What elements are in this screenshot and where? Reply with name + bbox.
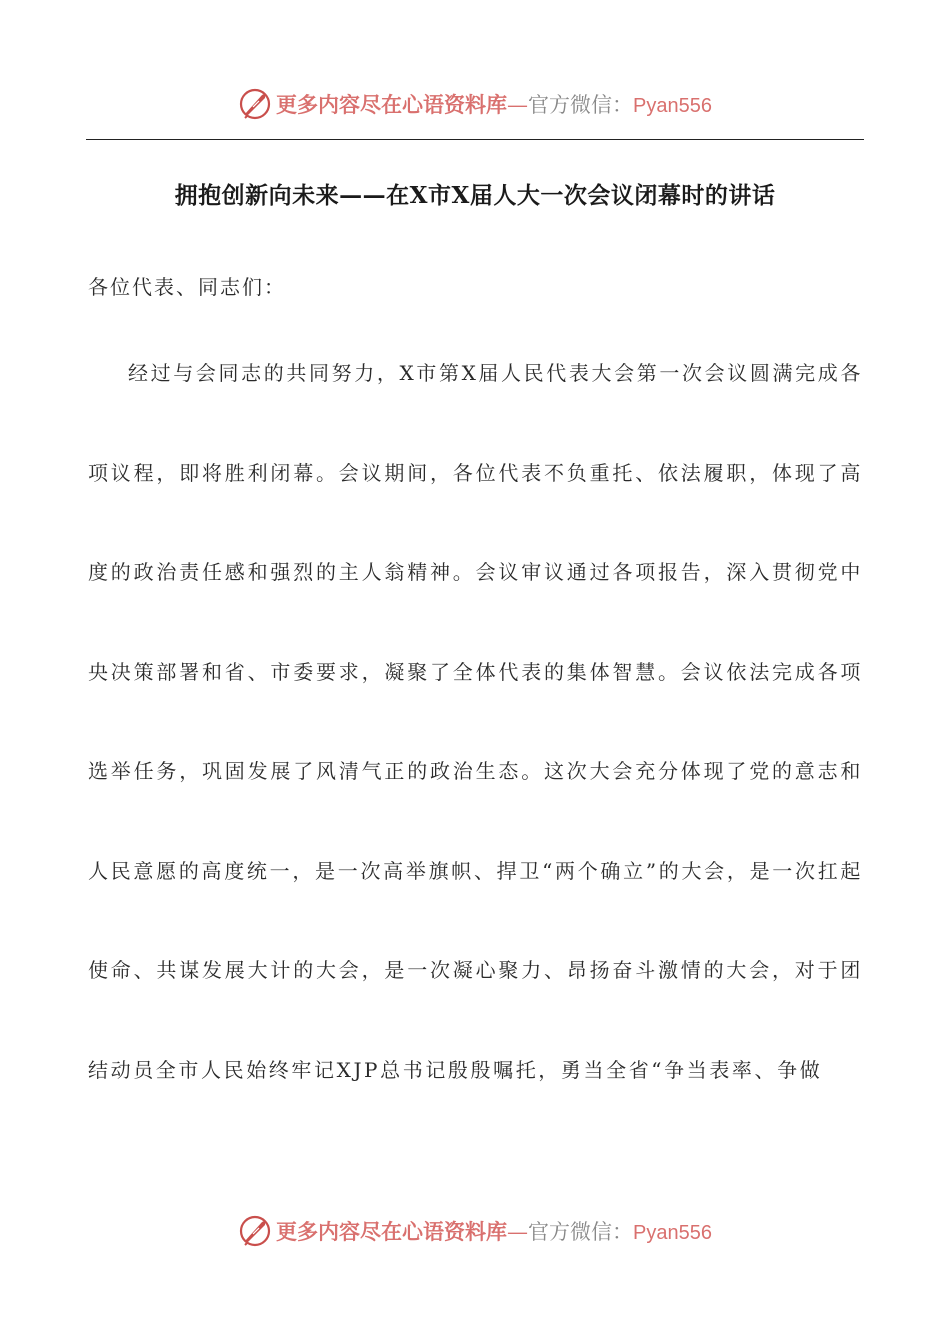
header-divider — [86, 139, 864, 140]
brand-name: 更多内容尽在心语资料库 — [276, 92, 508, 117]
brand-wechat-id: Pyan556 — [633, 95, 712, 117]
brand-name: 更多内容尽在心语资料库 — [276, 1219, 508, 1244]
salutation: 各位代表、同志们： — [88, 275, 286, 299]
brand-dash: — — [507, 1220, 529, 1244]
page-header — [0, 84, 950, 124]
header-brand — [238, 87, 712, 121]
brand-label: 官方微信： — [528, 1220, 634, 1244]
brand-wechat-id: Pyan556 — [633, 1222, 712, 1244]
footer-brand — [238, 1214, 712, 1248]
quill-pen-icon — [238, 87, 272, 121]
page-footer — [0, 1211, 950, 1251]
body-paragraph: 经过与会同志的共同努力，X市第X届人民代表大会第一次会议圆满完成各项议程，即将胜利闭幕。会议期间，各位代表不负重托、依法履职，体现了高度的政治责任感和强烈的主人翁精神。会议审议通过各项报告，深入贯彻党中央决策部署和省、市委要求，凝聚了全体代表的集体智慧。会议依法完成各项选举任务，巩固发展了风清气正的政治生态。这次大会充分体现了党的意志和人民意愿的高度统一，是一次高举旗帜、捍卫“两个确立”的大会，是一次扛起使命、共谋发展大计的大会，是一次凝心聚力、昂扬奋斗激情的大会，对于团结动员全市人民始终牢记XJP总书记殷殷嘱托，勇当全省“争当表率、争做 — [88, 361, 863, 1082]
brand-label: 官方微信： — [528, 93, 634, 117]
quill-pen-icon — [238, 1214, 272, 1248]
document-title: 拥抱创新向未来——在X市X届人大一次会议闭幕时的讲话 — [174, 182, 776, 209]
brand-dash: — — [507, 93, 529, 117]
